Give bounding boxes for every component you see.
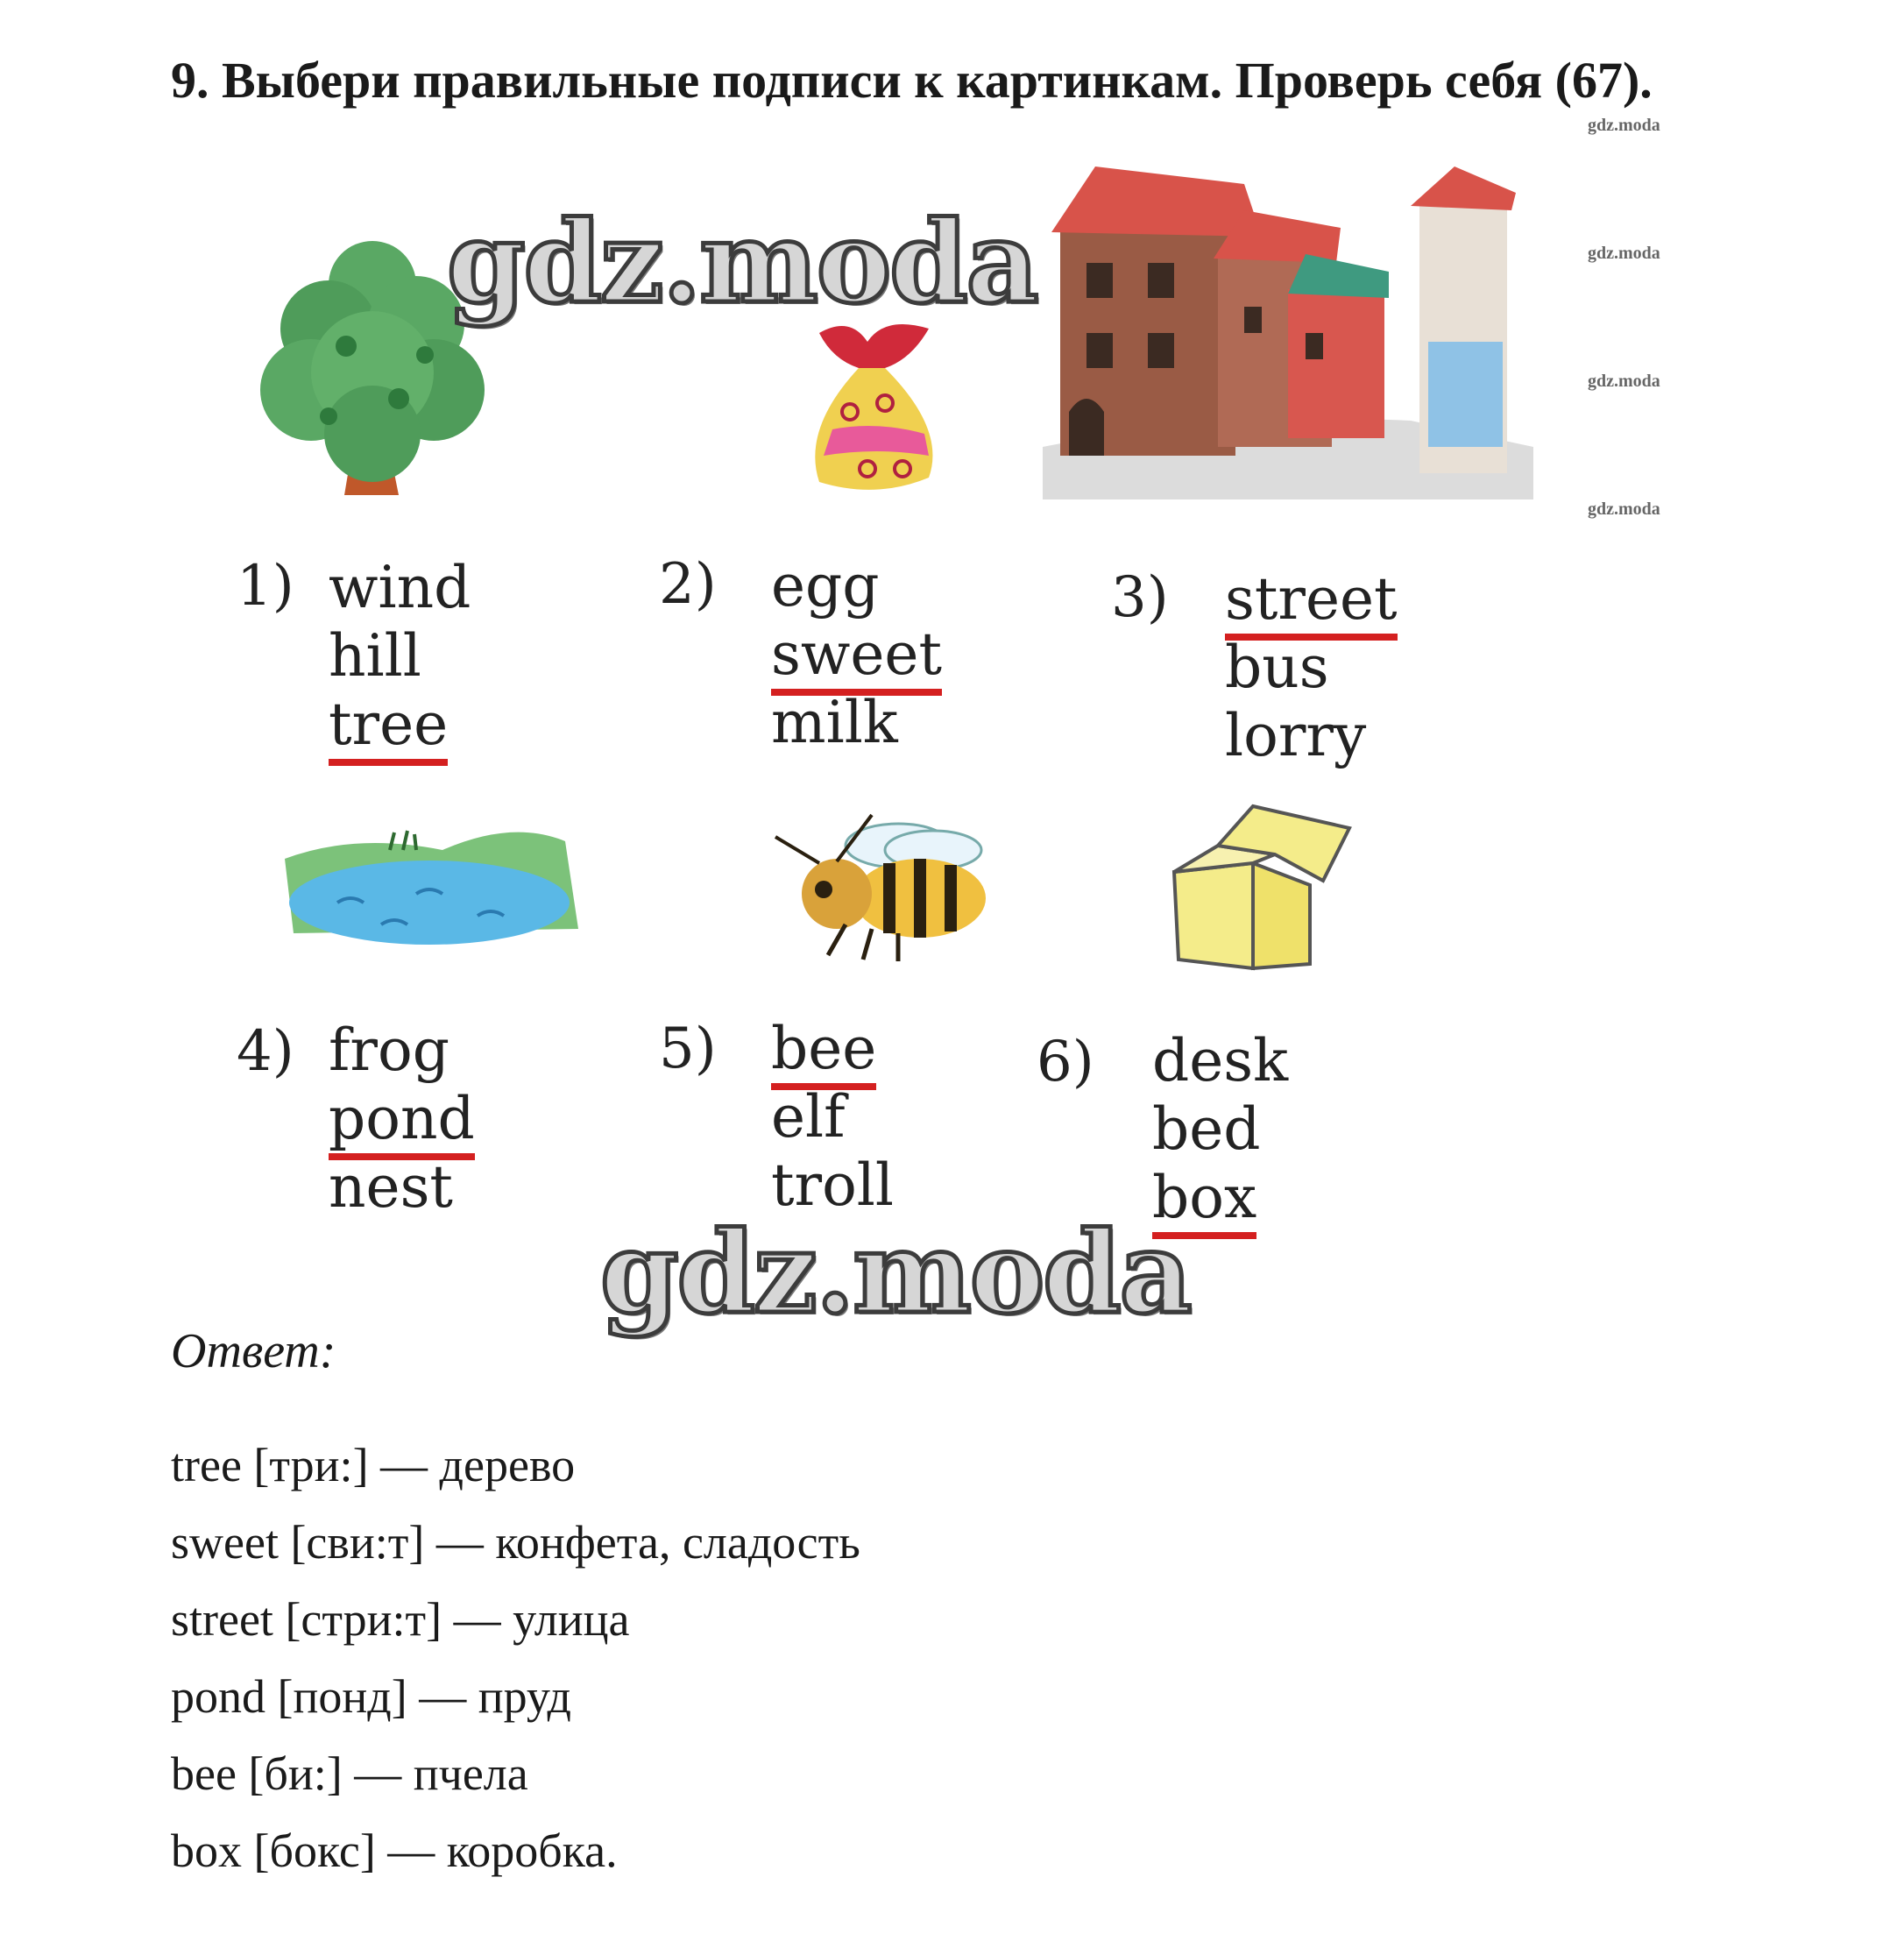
exercise-title: 9. Выбери правильные подписи к картинкам. Проверь себя (67). <box>171 52 1653 109</box>
word-option-selected: bee <box>771 1015 894 1083</box>
word-option: wind <box>329 554 471 621</box>
word-option: lorry <box>1225 702 1367 769</box>
answer-line: box [бокс] — коробка. <box>171 1824 618 1877</box>
word-option: bus <box>1225 634 1329 701</box>
word-option-selected: street <box>1225 565 1398 634</box>
word-options <box>771 552 942 757</box>
word-option: nest <box>329 1153 453 1221</box>
watermark: gdz.moda <box>600 1208 1191 1339</box>
box-icon <box>1165 802 1367 977</box>
candy-icon <box>797 315 955 504</box>
word-option-selected: sweet <box>771 620 942 689</box>
word-options <box>329 554 471 759</box>
answer-line: bee [би:] — пчела <box>171 1747 528 1800</box>
watermark: gdz.moda <box>447 197 1037 329</box>
word-option: hill <box>329 622 421 690</box>
word-option: bed <box>1152 1095 1261 1163</box>
answer-label: Ответ: <box>171 1324 336 1378</box>
word-options <box>1225 565 1398 770</box>
answer-line: pond [понд] — пруд <box>171 1670 571 1723</box>
side-watermark: gdz.moda <box>1588 244 1660 263</box>
side-watermark: gdz.moda <box>1588 499 1660 519</box>
word-option: milk <box>771 689 898 756</box>
word-option: egg <box>771 552 880 620</box>
side-watermark: gdz.moda <box>1588 372 1660 391</box>
pond-icon <box>285 824 583 951</box>
answer-line: street [стри:т] — улица <box>171 1593 630 1646</box>
word-option-selected: pond <box>329 1085 475 1153</box>
item-number: 3) <box>1111 565 1169 630</box>
item-number: 2) <box>659 552 717 617</box>
answer-list <box>171 1427 860 1889</box>
word-options <box>1152 1027 1288 1232</box>
word-options <box>771 1015 894 1220</box>
word-option-selected: box <box>1152 1164 1288 1232</box>
item-number: 5) <box>659 1017 717 1081</box>
word-option: elf <box>771 1083 846 1151</box>
word-option: frog <box>329 1017 449 1084</box>
item-number: 4) <box>237 1019 294 1084</box>
answer-line: sweet [сви:т] — конфета, сладость <box>171 1516 860 1569</box>
word-option: troll <box>771 1151 895 1219</box>
bee-icon <box>767 811 994 964</box>
word-option: desk <box>1152 1027 1289 1094</box>
word-options <box>329 1017 475 1222</box>
word-option-selected: tree <box>329 691 471 759</box>
side-watermark: gdz.moda <box>1588 116 1660 135</box>
street-icon <box>1043 158 1533 499</box>
answer-line: tree [три:] — дерево <box>171 1439 576 1491</box>
item-number: 1) <box>237 554 294 619</box>
item-number: 6) <box>1037 1030 1094 1094</box>
